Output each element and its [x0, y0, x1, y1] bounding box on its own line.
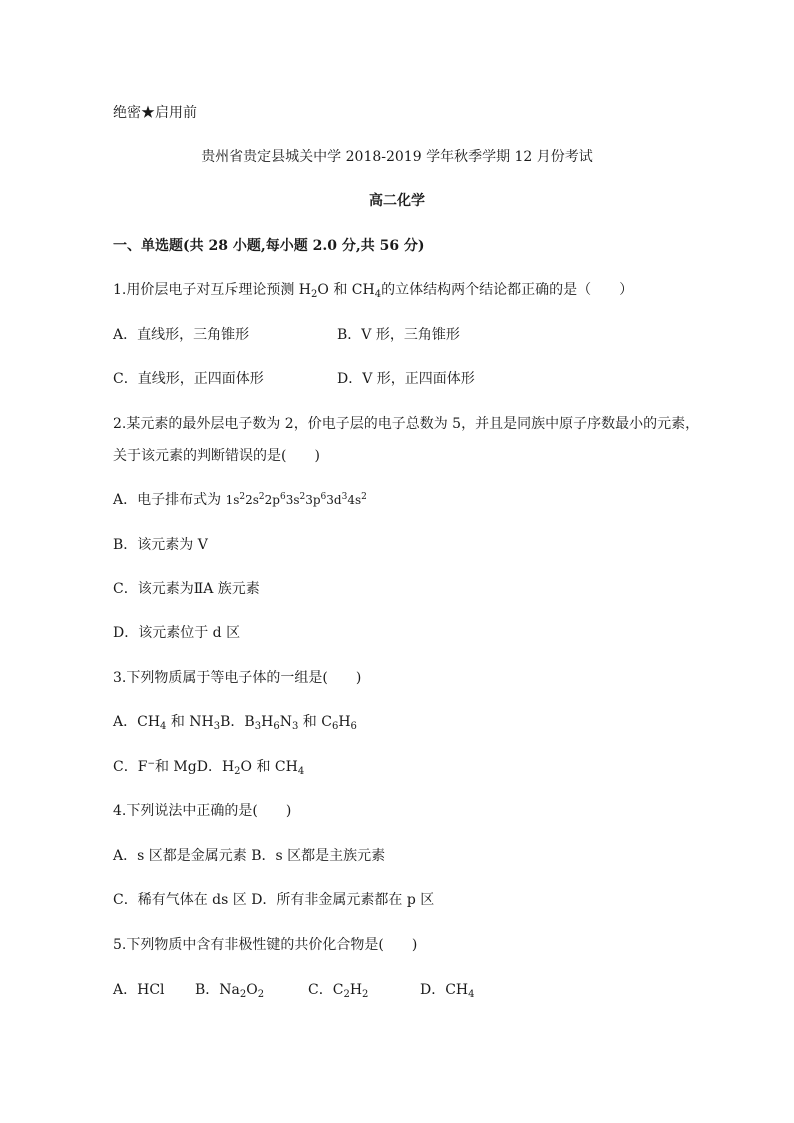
question-2-stem-line1: 2.某元素的最外层电子数为 2，价电子层的电子总数为 5，并且是同族中原子序数最小的元素， — [113, 416, 700, 432]
option-b: B．V 形，三角锥形 — [337, 327, 460, 343]
question-4-options-cd: C．稀有气体在 ds 区 D．所有非金属元素都在 p 区 — [113, 892, 435, 908]
q1-stem-part: 的立体结构两个结论都正确的是（ ） — [381, 282, 634, 298]
question-4-stem: 4.下列说法中正确的是( ) — [113, 803, 292, 819]
question-2-option-c: C．该元素为ⅡA 族元素 — [113, 581, 260, 597]
question-5-stem: 5.下列物质中含有非极性键的共价化合物是( ) — [113, 937, 418, 953]
electron-configuration: $1s^22s^22p^63s^23p^63d^34s^2$ — [225, 492, 367, 507]
question-3-options-ab: A．$CH_4$ 和 $NH_3B$．$B_3H_6N_3$ 和 $C_6H_6$ — [113, 714, 357, 732]
question-2-option-b: B．该元素为 V — [113, 537, 208, 553]
question-3-stem: 3.下列物质属于等电子体的一组是( ) — [113, 670, 362, 686]
subscript: 2 — [311, 289, 318, 300]
confidential-label: 绝密★启用前 — [113, 105, 197, 121]
question-2-stem-line2: 关于该元素的判断错误的是( ) — [113, 448, 320, 464]
question-2-option-a — [113, 490, 367, 510]
question-3-options-cd: C．F−和 MgD．$H_2O$ 和 $CH_4$ — [113, 759, 305, 777]
subscript: 4 — [374, 289, 382, 300]
q1-stem-part: O 和 CH — [317, 282, 375, 298]
option-a-prefix: A．电子排布式为 — [113, 492, 226, 508]
question-1-options-cd — [113, 369, 713, 389]
exam-title: 贵州省贵定县城关中学 2018-2019 学年秋季学期 12 月份考试 — [201, 149, 593, 165]
option-b: B．$Na_2O_2$ — [195, 982, 265, 1000]
question-2-option-d: D．该元素位于 d 区 — [113, 625, 241, 641]
subject-title: 高二化学 — [369, 193, 425, 209]
question-1-options-ab — [113, 325, 713, 345]
option-d: D．V 形，正四面体形 — [337, 371, 475, 387]
option-a: A．直线形，三角锥形 — [113, 327, 250, 343]
question-1-stem — [113, 280, 633, 300]
q1-stem-part: 1.用价层电子对互斥理论预测 H — [113, 282, 312, 298]
option-c: C．$C_2H_2$ — [308, 982, 369, 1000]
option-c: C．直线形，正四面体形 — [113, 371, 264, 387]
section-heading: 一、单选题(共 28 小题,每小题 2.0 分,共 56 分) — [113, 238, 425, 254]
question-4-options-ab: A．s 区都是金属元素 B．s 区都是主族元素 — [113, 848, 386, 864]
option-a: A．HCl — [113, 982, 165, 998]
option-d: D．$CH_4$ — [420, 982, 475, 1000]
